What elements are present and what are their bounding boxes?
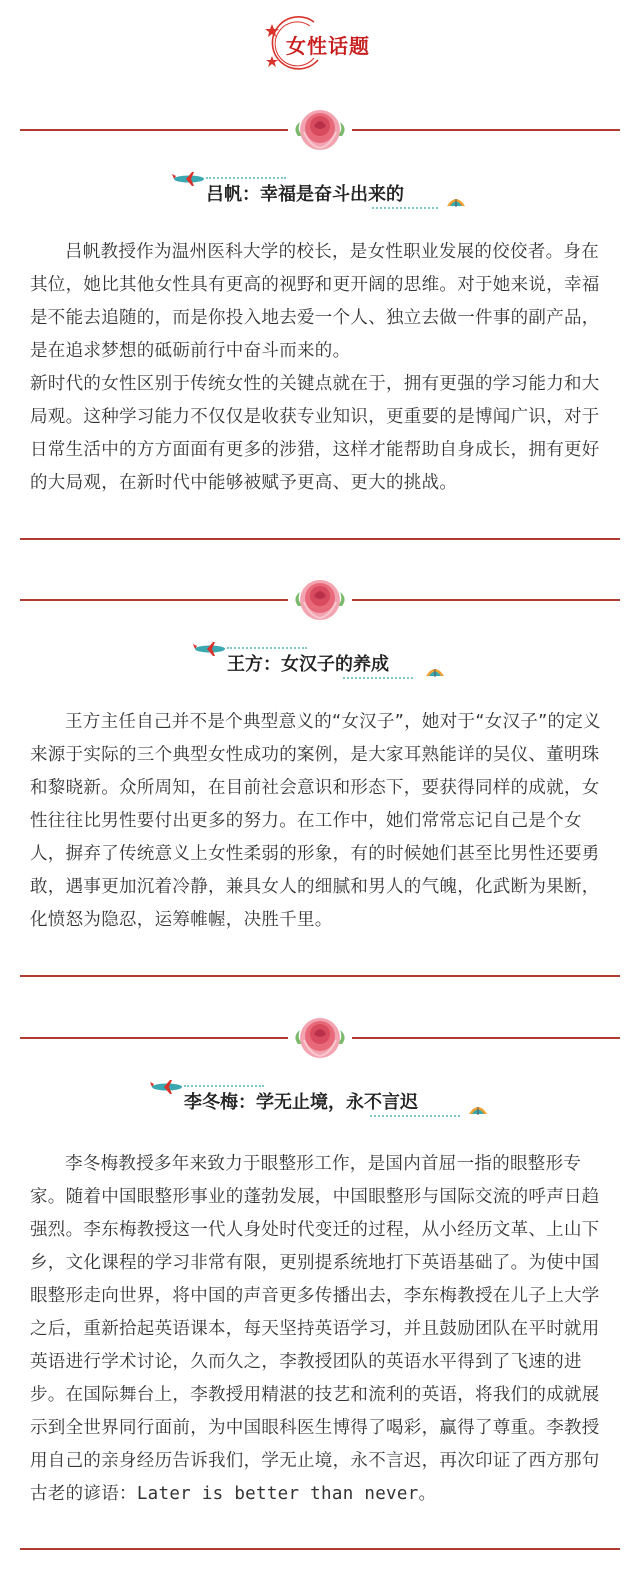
umbrella-icon [446,195,466,207]
paragraph-text: 李冬梅教授多年来致力于眼整形工作，是国内首屈一指的眼整形专家。随着中国眼整形事业的蓬勃发展，中国眼整形与国际交流的呼声日趋强烈。李东梅教授这一代人身处时代变迁的过程，从小经历文革、上山下乡，文化课程的学习非常有限，更别提系统地打下英语基础了。为使中国眼整形走向世界，将中国的声音更多传播出去，李东梅教授在儿子上大学之后，重新拾起英语课本，每天坚持英语学习，并且鼓励团队在平时就用英语进行学术讨论，久而久之，李教授团队的英语水平得到了飞速的进步。在国际舞台上，李教授用精湛的技艺和流利的英语，将我们的成就展示到全世界同行面前，为中国眼科医生博得了喝彩，赢得了尊重。李教授用自己的亲身经历告诉我们，学无止境，永不言迟，再次印证了西方那句古老的谚语： [30,1154,600,1504]
section-subheading [172,172,472,222]
divider-line [352,129,620,131]
section-wangfang [0,570,640,980]
section-title [206,180,404,206]
section-person: 吕帆 [206,184,242,205]
divider-line [20,129,288,131]
section-subheading [193,642,463,692]
section-title [184,1088,418,1114]
divider-line [20,1037,288,1039]
rose-icon [290,572,350,628]
paragraph [30,1148,614,1511]
paragraph-end-mark: 。 [418,1484,437,1504]
section-body [30,706,614,937]
dotted-rule [372,207,438,209]
paragraph: 王方主任自己并不是个典型意义的“女汉子”，她对于“女汉子”的定义来源于实际的三个典型女性成功的案例，是大家耳熟能详的吴仪、董明珠和黎晓新。众所周知，在目前社会意识和形态下，要获得同样的成就，女性往往比男性要付出更多的努力。在工作中，她们常常忘记自己是个女人，摒弃了传统意义上女性柔弱的形象，有的时候她们甚至比男性还要勇敢，遇事更加沉着冷静，兼具女人的细腻和男人的气魄，化武断为果断，化愤怒为隐忍，运筹帷幄，决胜千里。 [30,712,601,930]
dotted-rule [227,647,307,649]
section-title [227,650,389,676]
section-end-line [20,1548,620,1550]
section-end-line [20,975,620,977]
dotted-rule [343,677,413,679]
rose-icon [290,102,350,158]
section-divider [0,100,640,160]
section-divider [0,570,640,630]
section-person: 李冬梅 [184,1092,238,1113]
divider-line [20,599,288,601]
dotted-rule [370,1115,460,1117]
divider-line [352,599,620,601]
section-lvfan [0,100,640,545]
paragraph: 吕帆教授作为温州医科大学的校长，是女性职业发展的佼佼者。身在其位，她比其他女性具有更高的视野和更开阔的思维。对于她来说，幸福是不能去追随的，而是你投入地去爱一个人、独立去做一件事的副产品，是在追求梦想的砥砺前行中奋斗而来的。 [30,242,600,361]
page-header [0,0,640,90]
divider-line [352,1037,620,1039]
section-subheading [150,1080,490,1130]
rose-icon [290,1010,350,1066]
section-separator: ： [238,1092,256,1113]
airplane-icon [150,1080,184,1094]
section-topic: 学无止境，永不言迟 [256,1092,418,1113]
section-body [30,1148,614,1511]
section-topic: 幸福是奋斗出来的 [260,184,404,205]
english-proverb: Later is better than never [136,1484,419,1504]
section-separator: ： [263,654,281,675]
umbrella-icon [425,665,445,677]
paragraph: 新时代的女性区别于传统女性的关键点就在于，拥有更强的学习能力和大局观。这种学习能力不仅仅是收获专业知识，更重要的是博闻广识，对于日常生活中的方方面面有更多的涉猎，这样才能帮助自身成长，拥有更好的大局观，在新时代中能够被赋予更高、更大的挑战。 [30,374,600,493]
section-end-line [20,538,620,540]
dotted-rule [206,177,286,179]
section-person: 王方 [227,654,263,675]
umbrella-icon [468,1103,488,1115]
section-separator: ： [242,184,260,205]
airplane-icon [172,172,206,186]
section-divider [0,1008,640,1068]
airplane-icon [193,642,227,656]
dotted-rule [184,1085,264,1087]
section-lidongmei [0,1008,640,1568]
section-topic: 女汉子的养成 [281,654,389,675]
page-title: 女性话题 [286,34,370,58]
section-body [30,236,614,500]
